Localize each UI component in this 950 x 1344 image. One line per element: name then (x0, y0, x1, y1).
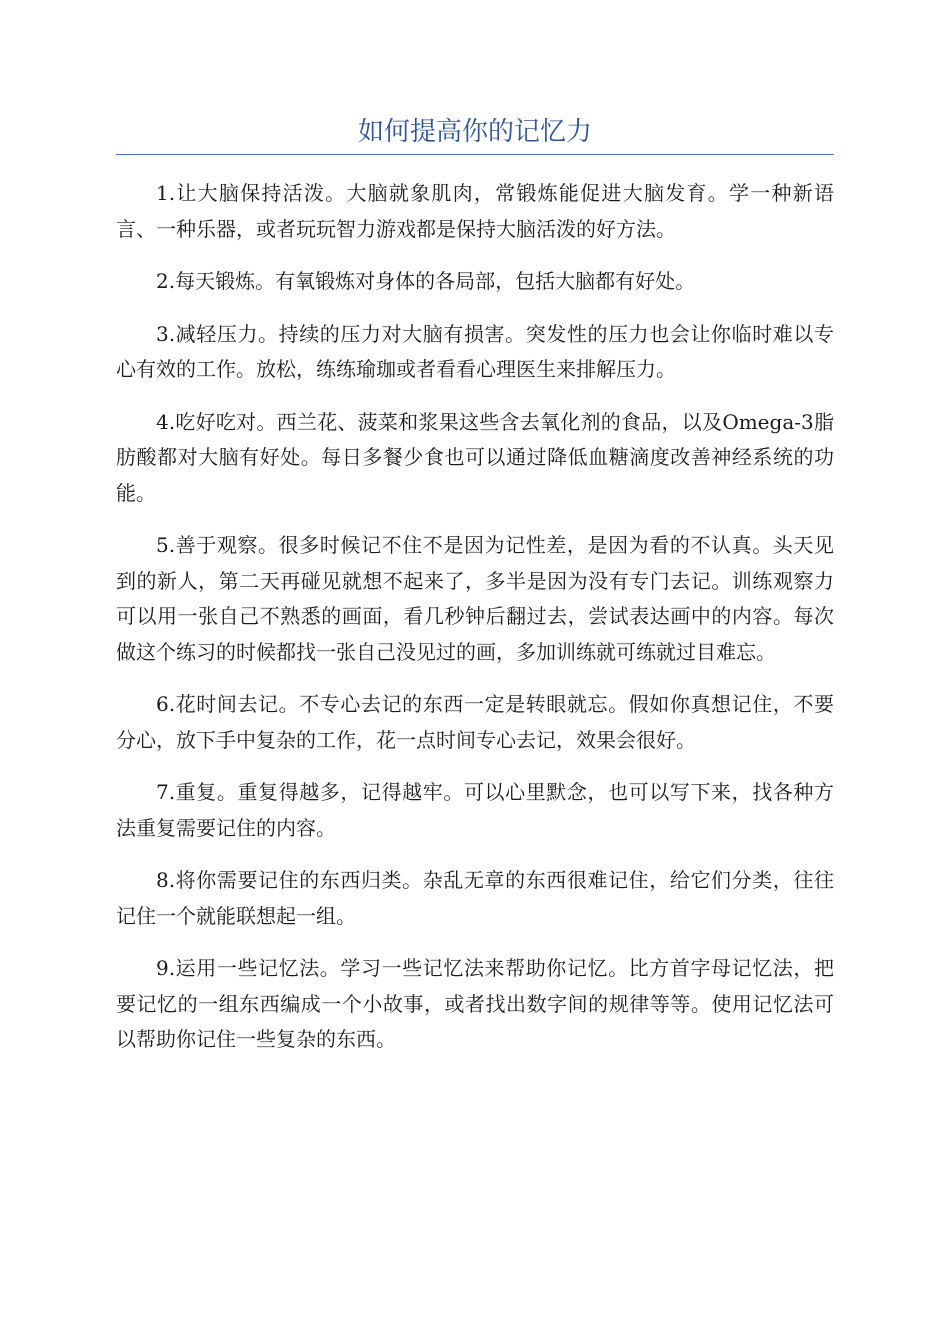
paragraph-3: 3.减轻压力。持续的压力对大脑有损害。突发性的压力也会让你临时难以专心有效的工作。放松，练练瑜珈或者看看心理医生来排解压力。 (116, 321, 834, 381)
paragraph-8: 8.将你需要记住的东西归类。杂乱无章的东西很难记住，给它们分类，往往记住一个就能联想起一组。 (116, 868, 834, 928)
paragraph-5: 5.善于观察。很多时候记不住不是因为记性差，是因为看的不认真。头天见到的新人，第二天再碰见就想不起来了，多半是因为没有专门去记。训练观察力可以用一张自己不熟悉的画面，看几秒钟后翻过去，尝试表达画中的内容。每次做这个练习的时候都找一张自己没见过的画，多加训练就可练就过目难忘。 (116, 533, 834, 664)
paragraph-9: 9.运用一些记忆法。学习一些记忆法来帮助你记忆。比方首字母记忆法，把要记忆的一组东西编成一个小故事，或者找出数字间的规律等等。使用记忆法可以帮助你记住一些复杂的东西。 (116, 956, 834, 1051)
title-underline (116, 154, 834, 155)
paragraph-1: 1.让大脑保持活泼。大脑就象肌肉，常锻炼能促进大脑发育。学一种新语言、一种乐器，或者玩玩智力游戏都是保持大脑活泼的好方法。 (116, 181, 834, 241)
paragraph-2: 2.每天锻炼。有氧锻炼对身体的各局部，包括大脑都有好处。 (156, 269, 696, 293)
paragraph-6: 6.花时间去记。不专心去记的东西一定是转眼就忘。假如你真想记住，不要分心，放下手中复杂的工作，花一点时间专心去记，效果会很好。 (116, 692, 834, 752)
page-title: 如何提高你的记忆力 (357, 117, 592, 147)
paragraph-4: 4.吃好吃对。西兰花、菠菜和浆果这些含去氧化剂的食品，以及Omega-3脂肪酸都对大脑有好处。每日多餐少食也可以通过降低血糖滴度改善神经系统的功能。 (116, 409, 834, 505)
paragraph-7: 7.重复。重复得越多，记得越牢。可以心里默念，也可以写下来，找各种方法重复需要记住的内容。 (116, 780, 834, 840)
document-body (116, 176, 834, 1075)
